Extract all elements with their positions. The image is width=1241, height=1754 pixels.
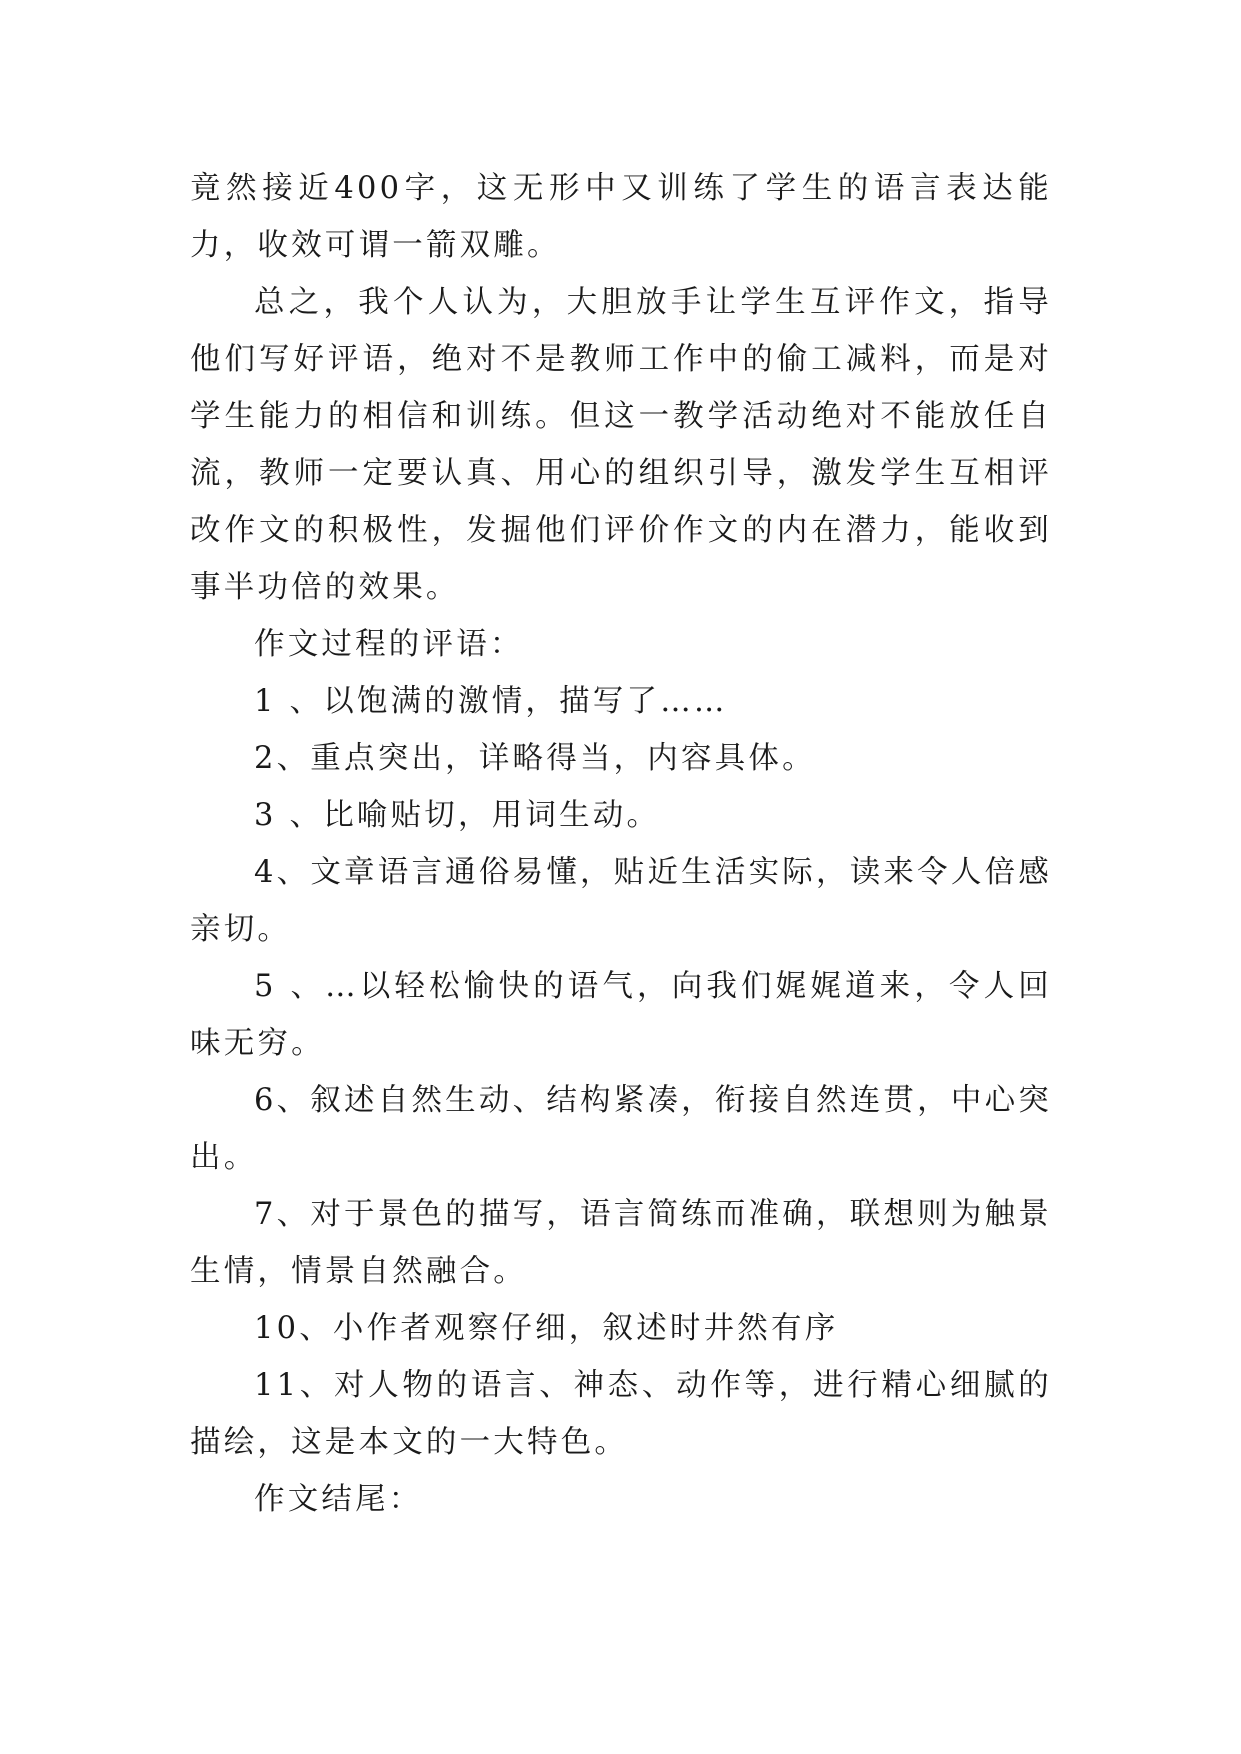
section-heading-process-comments: 作文过程的评语： (254, 627, 524, 662)
comment-item-2: 2、重点突出，详略得当，内容具体。 (254, 741, 816, 776)
section-heading-ending: 作文结尾： (254, 1482, 423, 1517)
paragraph-summary: 总之，我个人认为，大胆放手让学生互评作文，指导他们写好评语，绝对不是教师工作中的偷工减料，而是对学生能力的相信和训练。但这一教学活动绝对不能放任自流，教师一定要认真、用心的组织引导，激发学生互相评改作文的积极性，发掘他们评价作文的内在潜力，能收到事半功倍的效果。 (190, 285, 1052, 605)
comment-item-6: 6、叙述自然生动、结构紧凑，衔接自然连贯，中心突出。 (190, 1083, 1052, 1175)
comment-item-1: 1 、以饱满的激情，描写了…… (254, 684, 728, 719)
comment-item-3: 3 、比喻贴切，用词生动。 (254, 798, 661, 833)
comment-item-11: 11、对人物的语言、神态、动作等，进行精心细腻的描绘，这是本文的一大特色。 (190, 1368, 1052, 1460)
comment-item-7: 7、对于景色的描写，语言简练而准确，联想则为触景生情，情景自然融合。 (190, 1197, 1052, 1289)
paragraph-continuation: 竟然接近400字，这无形中又训练了学生的语言表达能力，收效可谓一箭双雕。 (190, 171, 1052, 263)
comment-item-5: 5 、…以轻松愉快的语气，向我们娓娓道来，令人回味无穷。 (190, 969, 1052, 1061)
comment-item-4: 4、文章语言通俗易懂，贴近生活实际，读来令人倍感亲切。 (190, 855, 1052, 947)
document-body (190, 160, 1052, 1528)
comment-item-10: 10、小作者观察仔细，叙述时井然有序 (254, 1311, 839, 1346)
